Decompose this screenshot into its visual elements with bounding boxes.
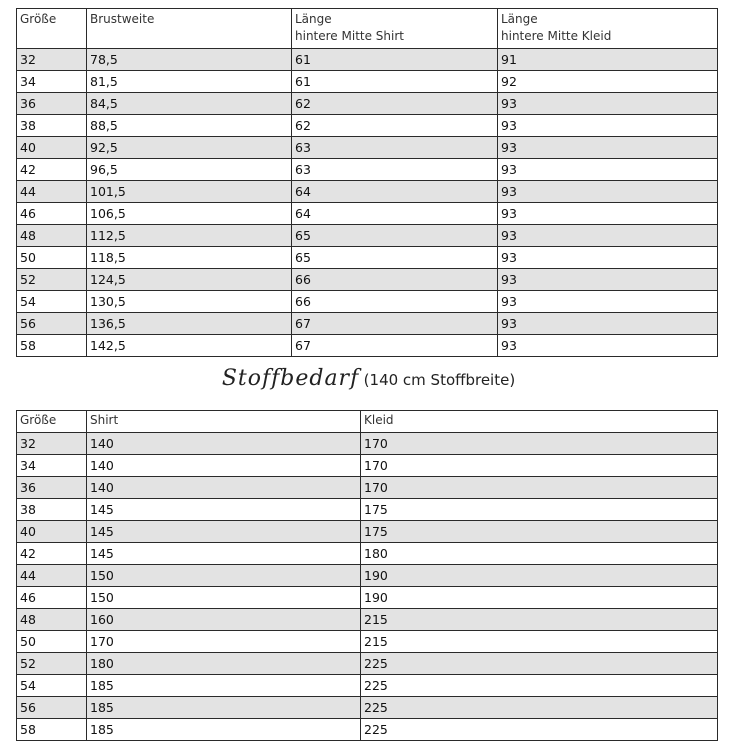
length-shirt-cell: 63	[292, 137, 498, 159]
chest-width-cell: 78,5	[87, 49, 292, 71]
measurement-row	[17, 159, 718, 181]
shirt-fabric-cell: 145	[87, 521, 361, 543]
measurement-row	[17, 203, 718, 225]
fabric-row	[17, 521, 718, 543]
shirt-fabric-cell: 185	[87, 697, 361, 719]
dress-fabric-cell: 225	[361, 675, 718, 697]
size-cell: 36	[17, 477, 87, 499]
chest-width-cell: 81,5	[87, 71, 292, 93]
size-cell: 54	[17, 675, 87, 697]
fabric-requirement-title	[0, 366, 737, 391]
size-cell: 44	[17, 565, 87, 587]
length-shirt-cell: 65	[292, 247, 498, 269]
length-dress-cell: 93	[498, 269, 718, 291]
length-dress-cell: 93	[498, 313, 718, 335]
chest-width-cell: 130,5	[87, 291, 292, 313]
length-dress-cell: 93	[498, 115, 718, 137]
size-cell: 40	[17, 521, 87, 543]
chest-width-cell: 101,5	[87, 181, 292, 203]
header-length-shirt-line1: Länge	[295, 12, 332, 26]
length-shirt-cell: 64	[292, 203, 498, 225]
size-cell: 58	[17, 335, 87, 357]
size-cell: 56	[17, 697, 87, 719]
size-cell: 50	[17, 247, 87, 269]
size-cell: 42	[17, 543, 87, 565]
fabric-table-body	[17, 433, 718, 741]
fabric-table	[16, 410, 718, 741]
shirt-fabric-cell: 145	[87, 499, 361, 521]
fabric-row	[17, 609, 718, 631]
dress-fabric-cell: 225	[361, 697, 718, 719]
length-shirt-cell: 62	[292, 115, 498, 137]
size-cell: 52	[17, 269, 87, 291]
fabric-row	[17, 653, 718, 675]
size-cell: 38	[17, 115, 87, 137]
fabric-row	[17, 477, 718, 499]
chest-width-cell: 84,5	[87, 93, 292, 115]
size-cell: 46	[17, 203, 87, 225]
chest-width-cell: 96,5	[87, 159, 292, 181]
length-dress-cell: 93	[498, 93, 718, 115]
size-cell: 42	[17, 159, 87, 181]
length-dress-cell: 93	[498, 291, 718, 313]
dress-fabric-cell: 175	[361, 521, 718, 543]
measurement-row	[17, 181, 718, 203]
shirt-fabric-cell: 150	[87, 565, 361, 587]
chest-width-cell: 88,5	[87, 115, 292, 137]
shirt-fabric-cell: 160	[87, 609, 361, 631]
header-size-label: Größe	[20, 12, 57, 26]
length-dress-cell: 93	[498, 247, 718, 269]
header-length-dress-line2: hintere Mitte Kleid	[501, 29, 612, 43]
measurement-row	[17, 137, 718, 159]
length-shirt-cell: 61	[292, 49, 498, 71]
measurement-header-row	[17, 9, 718, 49]
header-length-dress	[498, 9, 718, 49]
chest-width-cell: 112,5	[87, 225, 292, 247]
length-shirt-cell: 66	[292, 269, 498, 291]
measurement-row	[17, 335, 718, 357]
length-shirt-cell: 66	[292, 291, 498, 313]
shirt-fabric-cell: 140	[87, 433, 361, 455]
fabric-row	[17, 455, 718, 477]
length-dress-cell: 93	[498, 137, 718, 159]
fabric-row	[17, 565, 718, 587]
fabric-title-suffix: (140 cm Stoffbreite)	[363, 371, 516, 389]
length-dress-cell: 93	[498, 225, 718, 247]
header-chest-width-label: Brustweite	[90, 12, 155, 26]
shirt-fabric-cell: 180	[87, 653, 361, 675]
fabric-row	[17, 433, 718, 455]
fabric-row	[17, 631, 718, 653]
header-size	[17, 9, 87, 49]
measurement-table	[16, 8, 718, 357]
measurement-row	[17, 49, 718, 71]
length-dress-cell: 91	[498, 49, 718, 71]
header-length-dress-line1: Länge	[501, 12, 538, 26]
size-cell: 46	[17, 587, 87, 609]
fabric-row	[17, 697, 718, 719]
size-cell: 50	[17, 631, 87, 653]
length-shirt-cell: 61	[292, 71, 498, 93]
fabric-row	[17, 675, 718, 697]
measurement-row	[17, 247, 718, 269]
measurement-row	[17, 93, 718, 115]
size-cell: 56	[17, 313, 87, 335]
shirt-fabric-cell: 145	[87, 543, 361, 565]
fabric-title-script: Stoffbedarf	[221, 366, 360, 391]
shirt-fabric-cell: 140	[87, 477, 361, 499]
shirt-fabric-cell: 185	[87, 719, 361, 741]
fabric-row	[17, 719, 718, 741]
chest-width-cell: 92,5	[87, 137, 292, 159]
size-cell: 32	[17, 433, 87, 455]
size-cell: 32	[17, 49, 87, 71]
chest-width-cell: 106,5	[87, 203, 292, 225]
chest-width-cell: 136,5	[87, 313, 292, 335]
dress-fabric-cell: 175	[361, 499, 718, 521]
fabric-row	[17, 543, 718, 565]
size-cell: 40	[17, 137, 87, 159]
fabric-header-dress: Kleid	[361, 411, 718, 433]
shirt-fabric-cell: 170	[87, 631, 361, 653]
fabric-row	[17, 499, 718, 521]
length-dress-cell: 93	[498, 181, 718, 203]
dress-fabric-cell: 170	[361, 477, 718, 499]
dress-fabric-cell: 190	[361, 565, 718, 587]
length-shirt-cell: 67	[292, 335, 498, 357]
length-shirt-cell: 62	[292, 93, 498, 115]
size-cell: 48	[17, 225, 87, 247]
length-dress-cell: 93	[498, 203, 718, 225]
chest-width-cell: 118,5	[87, 247, 292, 269]
chest-width-cell: 142,5	[87, 335, 292, 357]
fabric-row	[17, 587, 718, 609]
measurement-row	[17, 71, 718, 93]
length-dress-cell: 93	[498, 335, 718, 357]
size-cell: 44	[17, 181, 87, 203]
header-length-shirt	[292, 9, 498, 49]
chest-width-cell: 124,5	[87, 269, 292, 291]
shirt-fabric-cell: 150	[87, 587, 361, 609]
length-shirt-cell: 67	[292, 313, 498, 335]
size-cell: 34	[17, 455, 87, 477]
measurement-row	[17, 313, 718, 335]
size-cell: 58	[17, 719, 87, 741]
measurement-row	[17, 115, 718, 137]
fabric-header-shirt: Shirt	[87, 411, 361, 433]
size-cell: 36	[17, 93, 87, 115]
dress-fabric-cell: 170	[361, 433, 718, 455]
measurement-row	[17, 269, 718, 291]
size-cell: 34	[17, 71, 87, 93]
fabric-header-size: Größe	[17, 411, 87, 433]
shirt-fabric-cell: 140	[87, 455, 361, 477]
size-cell: 52	[17, 653, 87, 675]
dress-fabric-cell: 225	[361, 653, 718, 675]
measurement-row	[17, 291, 718, 313]
measurement-table-body	[17, 49, 718, 357]
dress-fabric-cell: 190	[361, 587, 718, 609]
dress-fabric-cell: 170	[361, 455, 718, 477]
dress-fabric-cell: 180	[361, 543, 718, 565]
length-dress-cell: 92	[498, 71, 718, 93]
size-cell: 38	[17, 499, 87, 521]
size-cell: 54	[17, 291, 87, 313]
length-shirt-cell: 63	[292, 159, 498, 181]
size-cell: 48	[17, 609, 87, 631]
length-shirt-cell: 65	[292, 225, 498, 247]
dress-fabric-cell: 225	[361, 719, 718, 741]
shirt-fabric-cell: 185	[87, 675, 361, 697]
length-dress-cell: 93	[498, 159, 718, 181]
dress-fabric-cell: 215	[361, 631, 718, 653]
length-shirt-cell: 64	[292, 181, 498, 203]
fabric-header-row	[17, 411, 718, 433]
header-length-shirt-line2: hintere Mitte Shirt	[295, 29, 404, 43]
measurement-row	[17, 225, 718, 247]
dress-fabric-cell: 215	[361, 609, 718, 631]
header-chest-width	[87, 9, 292, 49]
